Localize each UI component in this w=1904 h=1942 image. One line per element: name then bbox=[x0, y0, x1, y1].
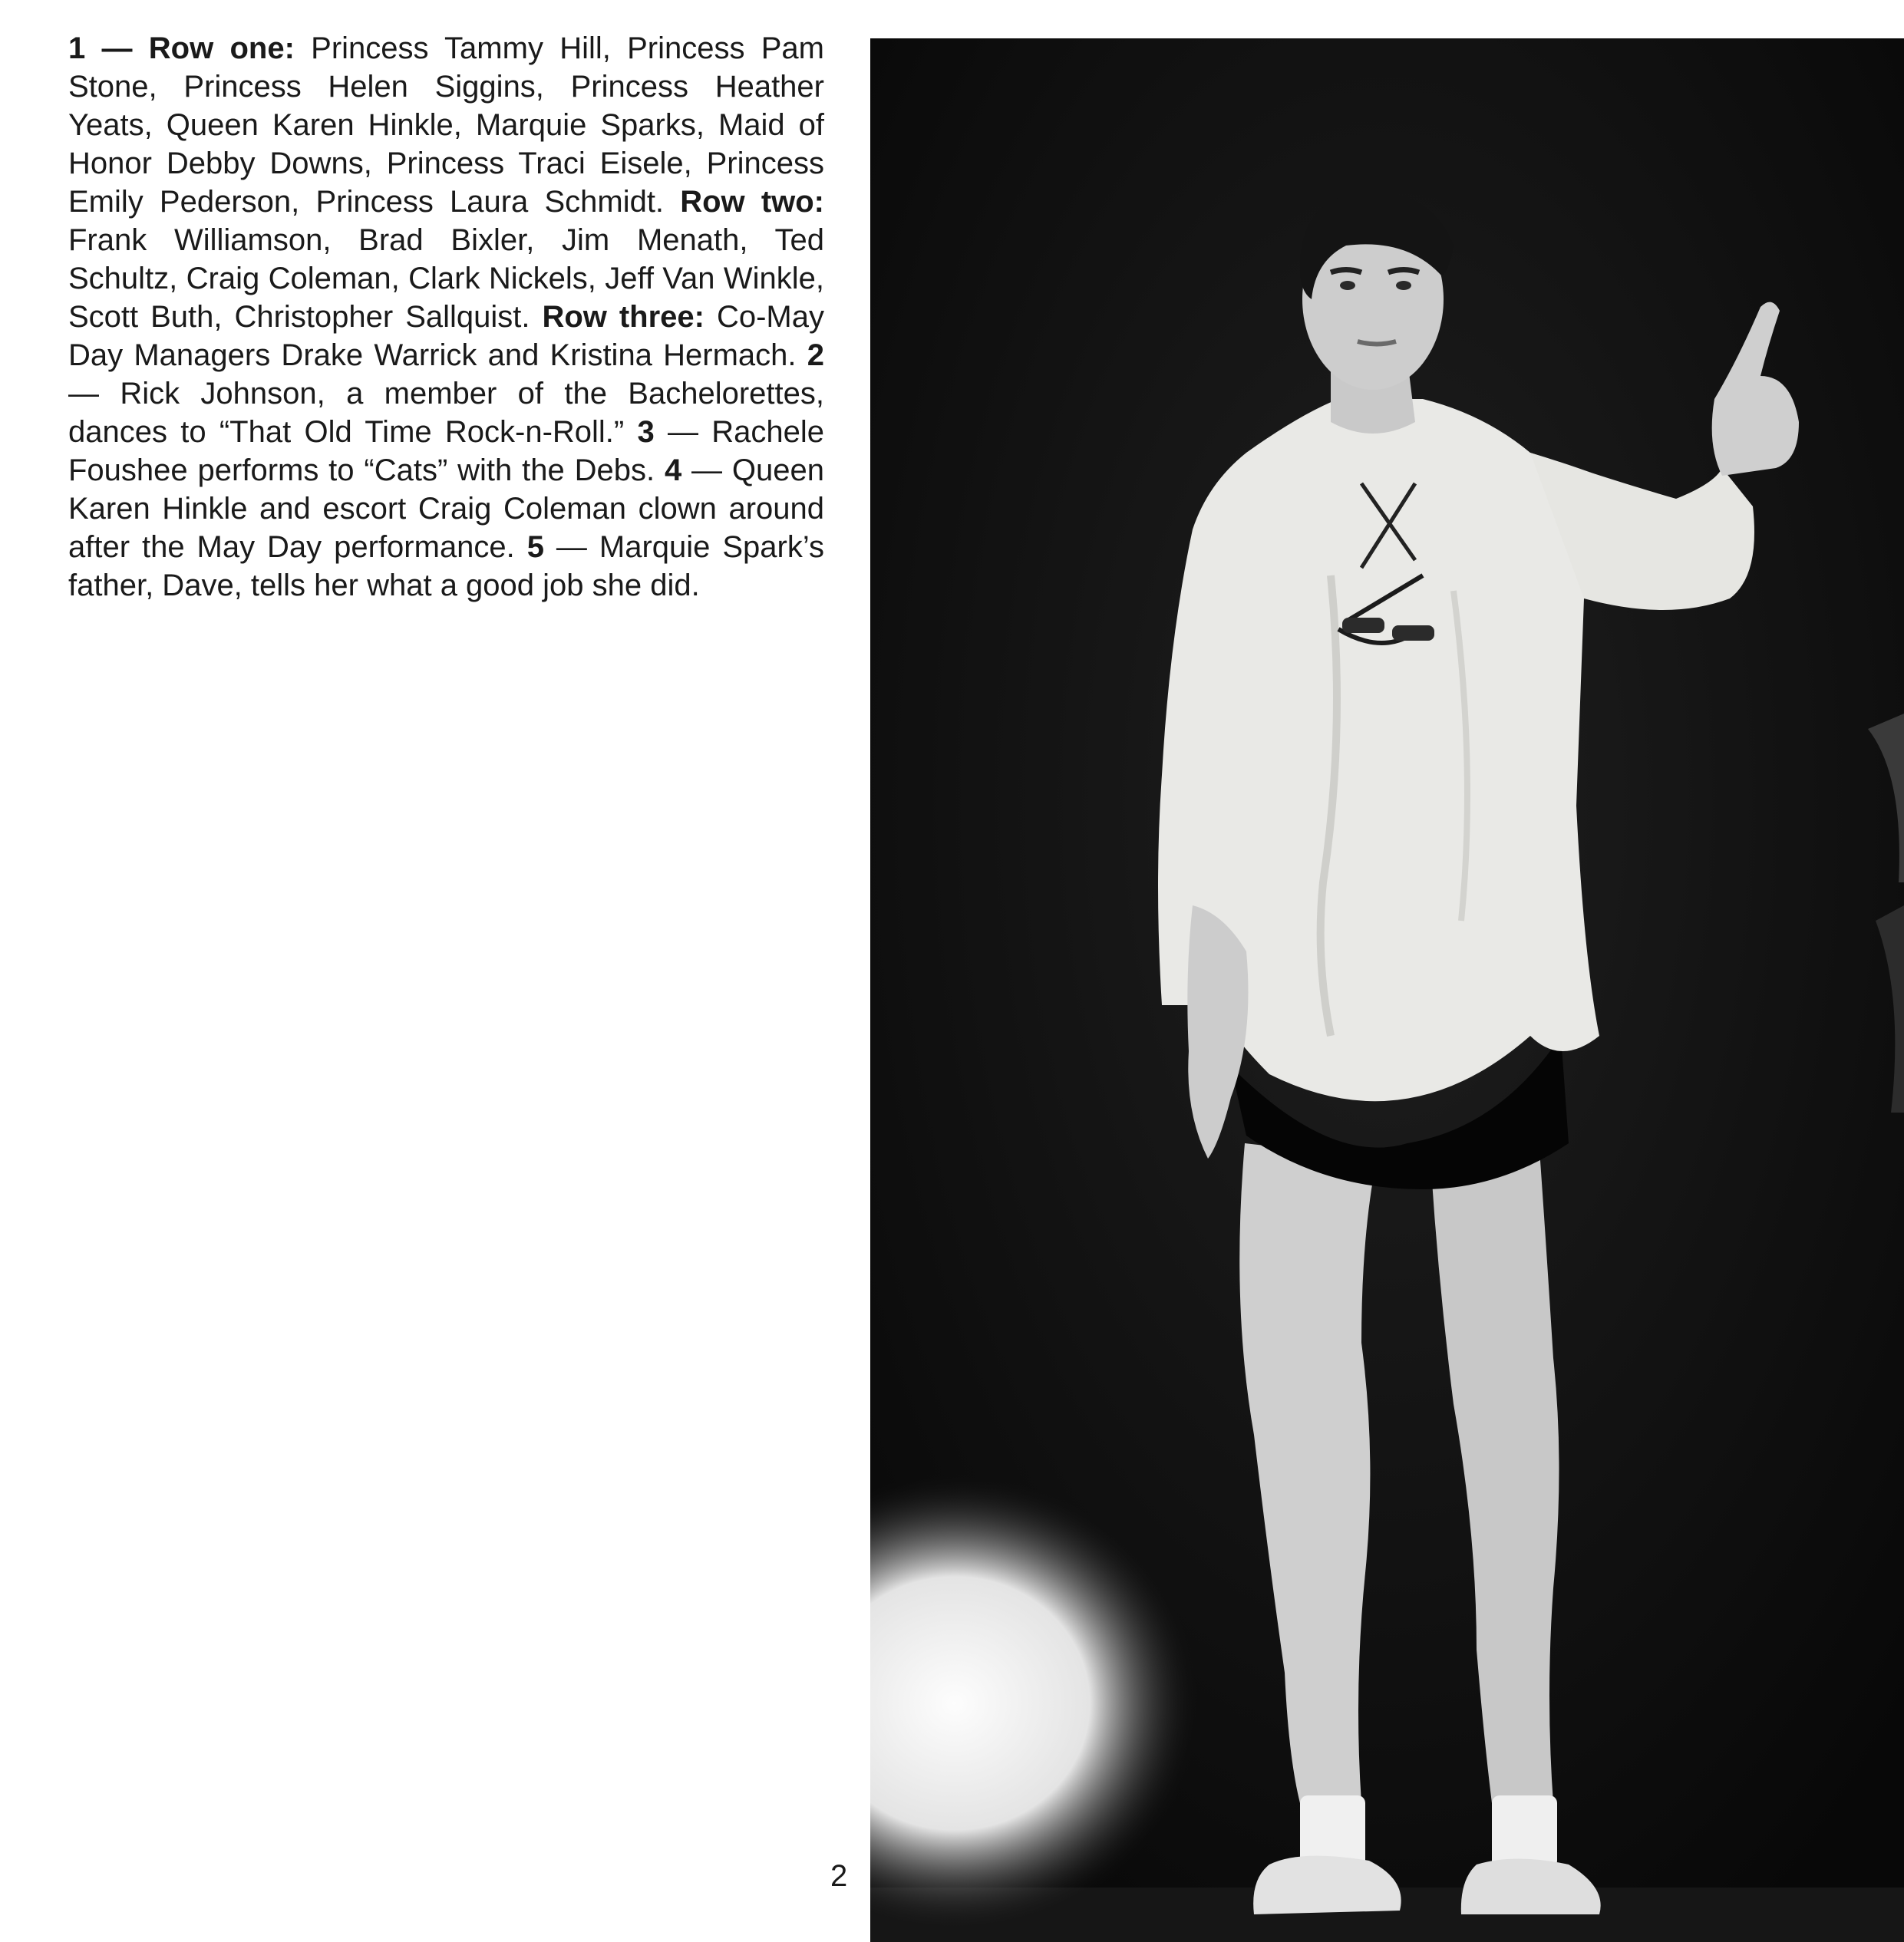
right-sock bbox=[1492, 1795, 1557, 1868]
dancer-photo bbox=[870, 38, 1904, 1942]
page-number: 2 bbox=[830, 1859, 848, 1893]
caption-text-3: — Rachele Foushee performs to “Cats” with the Debs. bbox=[68, 415, 825, 487]
caption-number-4: 4 bbox=[664, 453, 682, 487]
row-three-names: Co-May Day Managers Drake Warrick and Kristina Hermach. bbox=[68, 300, 824, 372]
caption-number-3: 3 bbox=[637, 415, 655, 449]
caption-number-1: 1 bbox=[68, 31, 86, 65]
row-three-label: Row three: bbox=[542, 300, 705, 334]
sunglasses-lens-left bbox=[1342, 618, 1384, 633]
dancer-photo-illustration bbox=[870, 38, 1904, 1942]
caption-text-2: — Rick Johnson, a member of the Bachelorettes, dances to “That Old Time Rock-n-Roll.” bbox=[68, 377, 824, 449]
caption-number-5: 5 bbox=[526, 530, 544, 564]
caption-text-5: — Marquie Spark’s father, Dave, tells her what a good job she did. bbox=[68, 530, 824, 602]
row-two-label: Row two: bbox=[680, 185, 824, 219]
right-eyebrow bbox=[1388, 270, 1419, 273]
right-eye bbox=[1396, 281, 1411, 290]
caption-dash-1: — bbox=[85, 31, 149, 65]
left-eyebrow bbox=[1331, 270, 1361, 273]
caption-number-2: 2 bbox=[807, 338, 824, 372]
row-one-label: Row one: bbox=[148, 31, 295, 65]
left-eye bbox=[1340, 281, 1355, 290]
row-two-names: Frank Williamson, Brad Bixler, Jim Menath, Ted Schultz, Craig Coleman, Clark Nickels, Jeff Van Winkle, Scott Buth, Christopher Sallquist. bbox=[68, 223, 824, 334]
photo-caption bbox=[68, 29, 824, 605]
row-one-names: Princess Tammy Hill, Princess Pam Stone, Princess Helen Siggins, Princess Heather Yeats, Queen Karen Hinkle, Marquie Sparks, Maid of Honor Debby Downs, Princess Traci Eisele, Princess Emily Pederson, Princess Laura Schmidt. bbox=[68, 31, 824, 219]
sunglasses-lens-right bbox=[1392, 625, 1434, 641]
mouth bbox=[1358, 341, 1396, 345]
caption-text-4: — Queen Karen Hinkle and escort Craig Coleman clown around after the May Day performance. bbox=[68, 453, 824, 564]
